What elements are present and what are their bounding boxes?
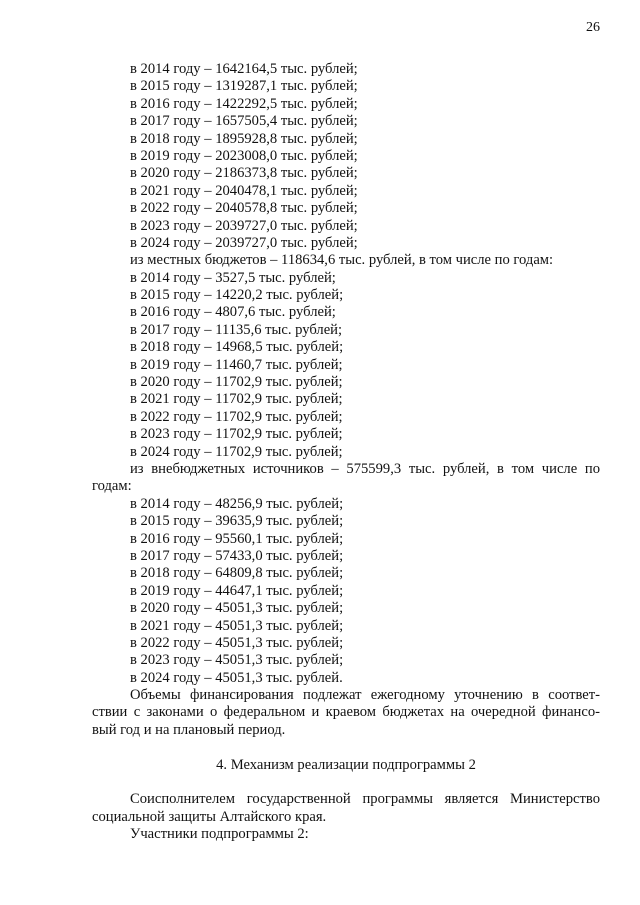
funding-line: в 2019 году – 11460,7 тыс. рублей; [130, 356, 343, 373]
paragraph-line: социальной защиты Алтайского края. [92, 808, 327, 825]
local-budget-list [92, 270, 600, 461]
funding-line: в 2016 году – 1422292,5 тыс. рублей; [130, 95, 358, 112]
participants-line: Участники подпрограммы 2: [130, 826, 309, 843]
regional-budget-list [92, 61, 600, 252]
funding-line: в 2020 году – 11702,9 тыс. рублей; [130, 374, 343, 391]
spacer [92, 774, 600, 791]
funding-line: в 2018 году – 64809,8 тыс. рублей; [130, 565, 344, 582]
funding-line: в 2021 году – 11702,9 тыс. рублей; [130, 391, 343, 408]
funding-line: в 2017 году – 57433,0 тыс. рублей; [130, 547, 344, 564]
funding-line: в 2021 году – 45051,3 тыс. рублей; [130, 617, 344, 634]
paragraph-line: Соисполнителем государственной программы является Министерство [130, 791, 600, 808]
funding-line: в 2016 году – 95560,1 тыс. рублей; [130, 530, 344, 547]
financing-note [92, 687, 600, 739]
funding-line: в 2023 году – 45051,3 тыс. рублей; [130, 652, 344, 669]
coexecutor-paragraph [92, 791, 600, 826]
funding-line: в 2022 году – 2040578,8 тыс. рублей; [130, 200, 358, 217]
funding-line: в 2017 году – 11135,6 тыс. рублей; [130, 321, 343, 338]
page-number: 26 [586, 20, 600, 35]
local-budget-intro: из местных бюджетов – 118634,6 тыс. рублей, в том числе по годам: [130, 252, 554, 269]
funding-line: в 2024 году – 2039727,0 тыс. рублей; [130, 234, 358, 251]
extrabudget-intro: из внебюджетных источников – 575599,3 тыс. рублей, в том числе по [130, 460, 600, 477]
extrabudget-list [92, 496, 600, 687]
document-body [92, 61, 600, 843]
spacer [92, 739, 600, 756]
funding-line: в 2018 году – 1895928,8 тыс. рублей; [130, 130, 358, 147]
funding-line: в 2022 году – 45051,3 тыс. рублей; [130, 634, 344, 651]
funding-line: в 2017 году – 1657505,4 тыс. рублей; [130, 113, 358, 130]
extrabudget-intro-continuation: годам: [92, 478, 132, 495]
funding-line: в 2014 году – 48256,9 тыс. рублей; [130, 495, 344, 512]
funding-line: в 2014 году – 3527,5 тыс. рублей; [130, 269, 336, 286]
funding-line: в 2023 году – 11702,9 тыс. рублей; [130, 426, 343, 443]
paragraph-line: вый год и на плановый период. [92, 721, 286, 738]
funding-line: в 2020 году – 2186373,8 тыс. рублей; [130, 165, 358, 182]
funding-line: в 2019 году – 2023008,0 тыс. рублей; [130, 147, 358, 164]
funding-line: в 2021 году – 2040478,1 тыс. рублей; [130, 182, 358, 199]
funding-line: в 2015 году – 14220,2 тыс. рублей; [130, 287, 344, 304]
funding-line: в 2015 году – 39635,9 тыс. рублей; [130, 513, 344, 530]
funding-line: в 2022 году – 11702,9 тыс. рублей; [130, 408, 343, 425]
funding-line: в 2024 году – 45051,3 тыс. рублей. [130, 669, 343, 686]
funding-line: в 2014 году – 1642164,5 тыс. рублей; [130, 61, 358, 77]
funding-line: в 2018 году – 14968,5 тыс. рублей; [130, 339, 344, 356]
funding-line: в 2019 году – 44647,1 тыс. рублей; [130, 582, 344, 599]
funding-line: в 2016 году – 4807,6 тыс. рублей; [130, 304, 336, 321]
funding-line: в 2024 году – 11702,9 тыс. рублей; [130, 443, 343, 460]
paragraph-line: ствии с законами о федеральном и краевом бюджетах на очередной финансо- [92, 704, 600, 721]
funding-line: в 2023 году – 2039727,0 тыс. рублей; [130, 217, 358, 234]
paragraph-line: Объемы финансирования подлежат ежегодному уточнению в соответ- [130, 687, 600, 704]
funding-line: в 2020 году – 45051,3 тыс. рублей; [130, 600, 344, 617]
section-heading: 4. Механизм реализации подпрограммы 2 [216, 757, 476, 774]
funding-line: в 2015 году – 1319287,1 тыс. рублей; [130, 78, 358, 95]
